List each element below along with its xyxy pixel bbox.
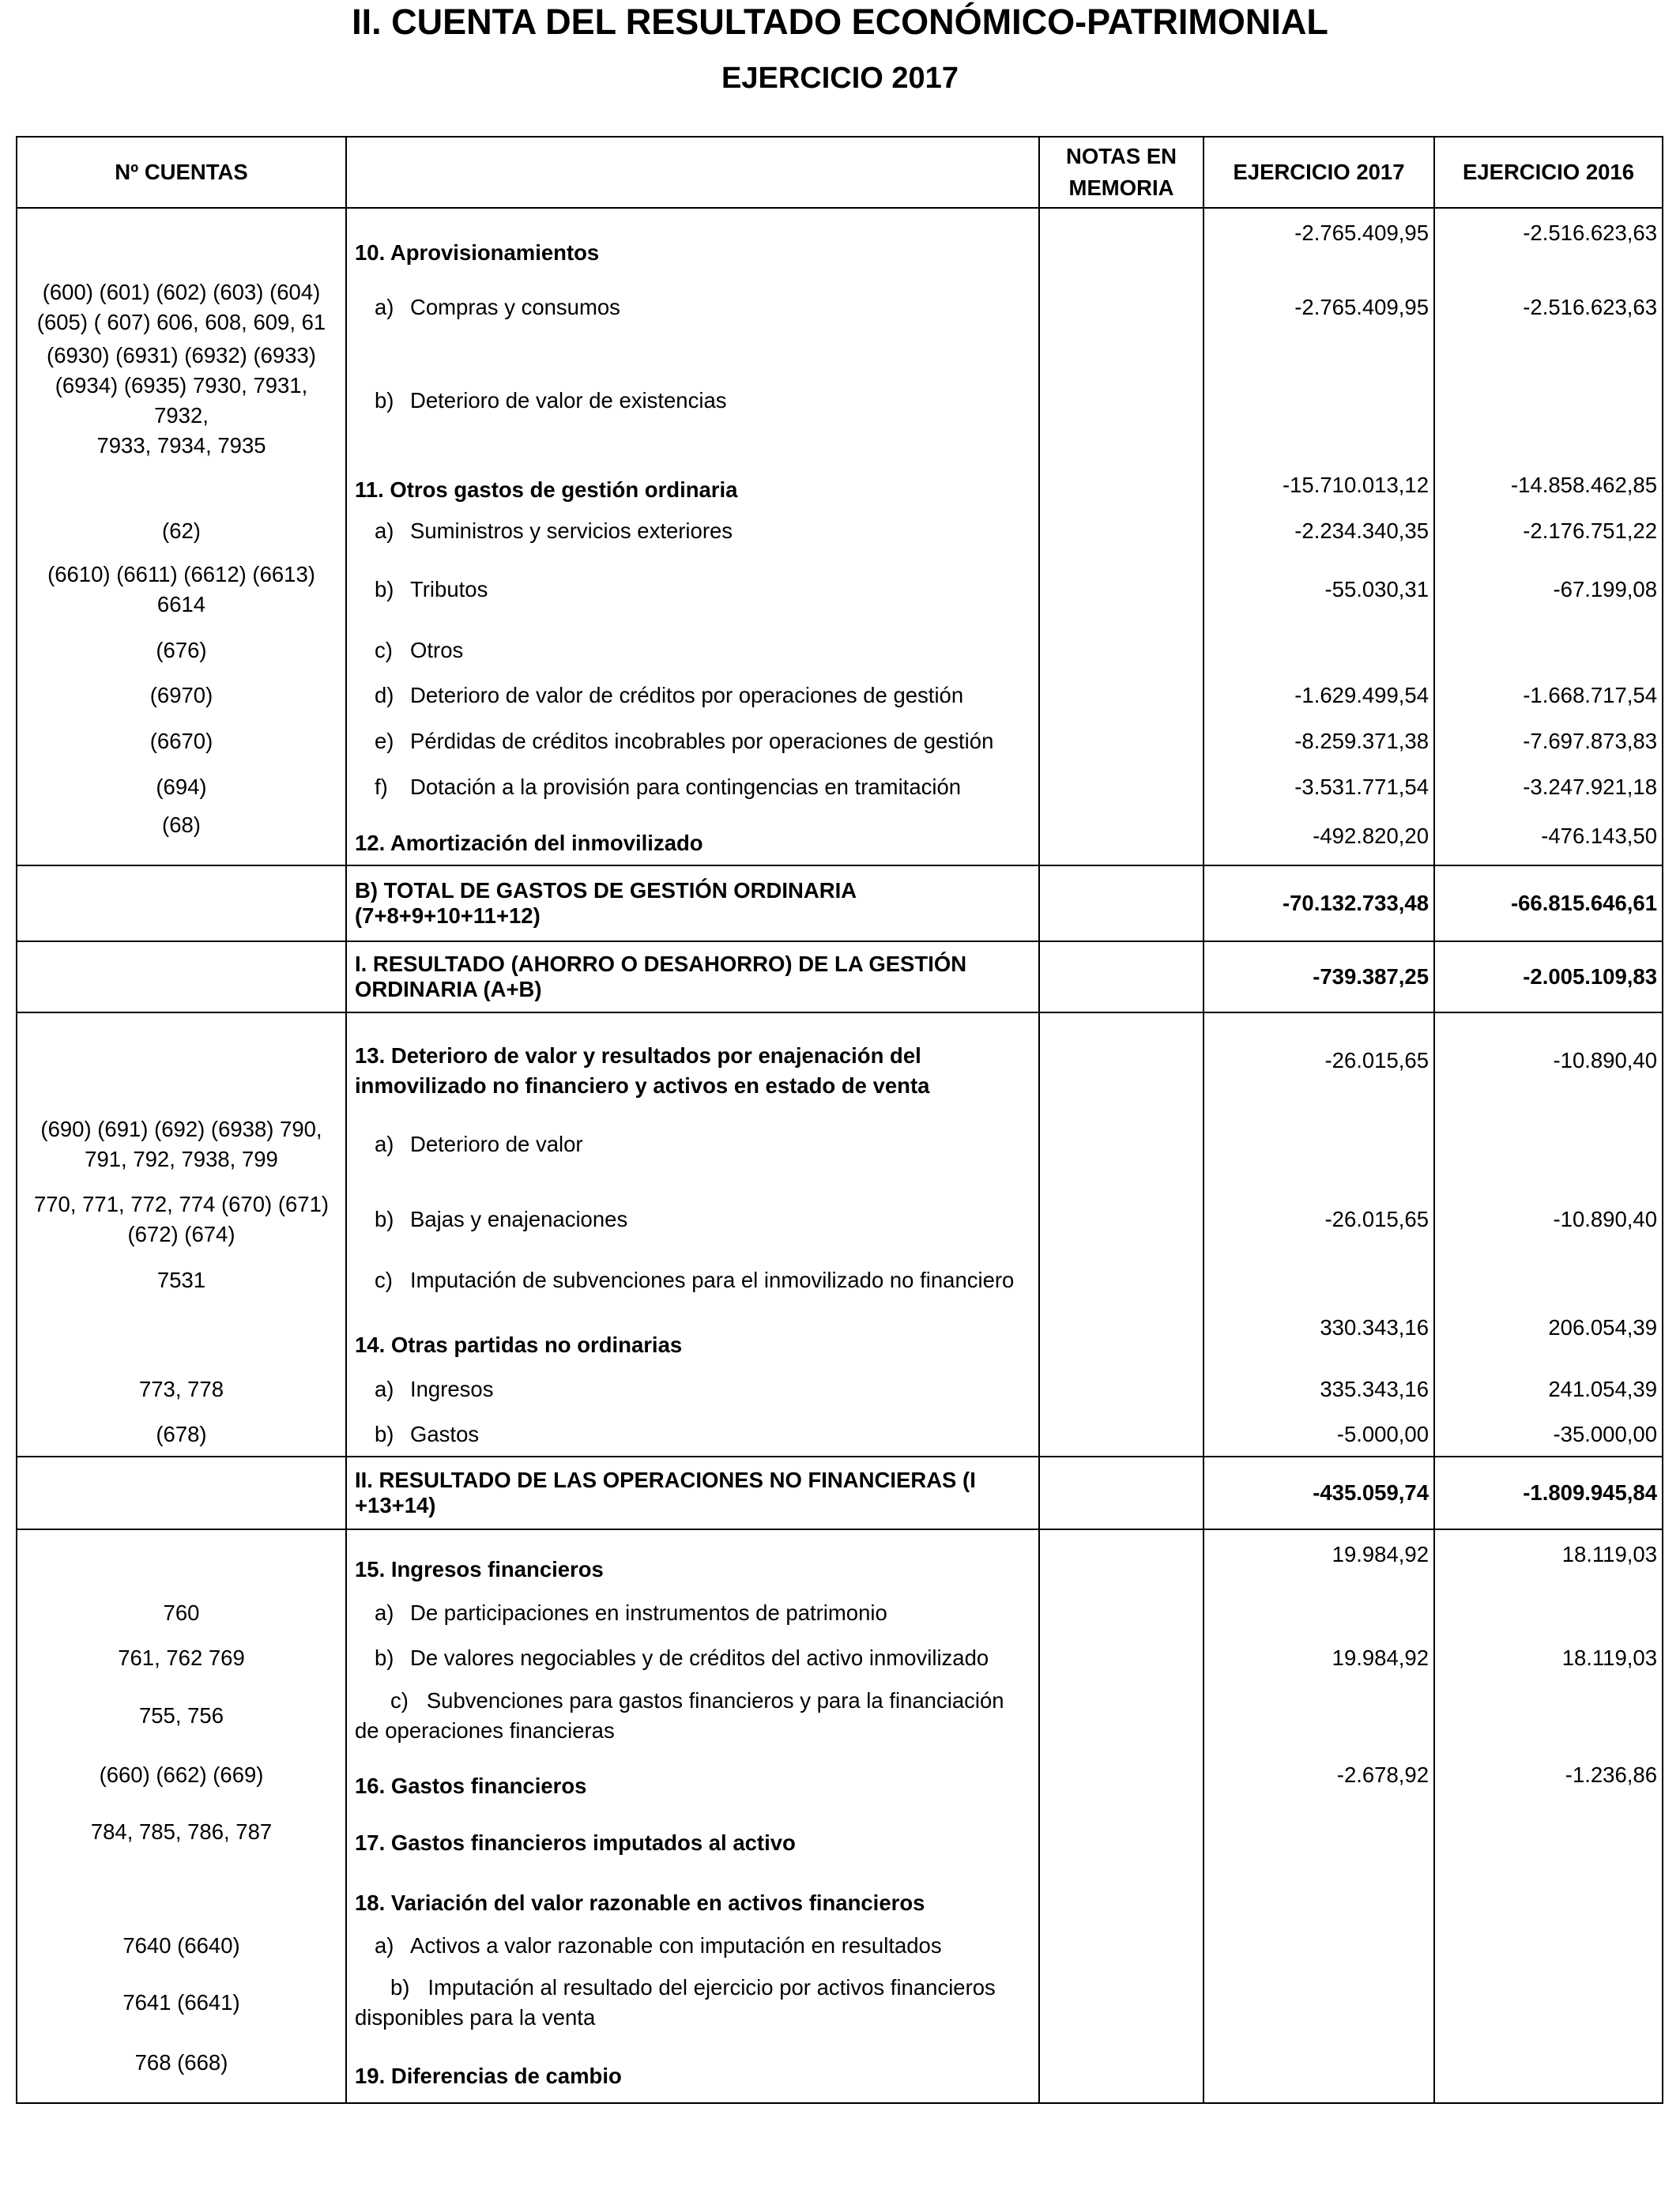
row-label: 13. Deterioro de valor y resultados por enajenación del inmovilizado no financiero y activos en estado de venta [346, 1012, 1039, 1107]
value-2017: -435.059,74 [1203, 1457, 1434, 1529]
value-2016: -2.516.623,63 [1434, 208, 1663, 274]
value-2016: -14.858.462,85 [1434, 461, 1663, 511]
account-codes: (676) [17, 628, 346, 673]
account-codes: 761, 762 769 [17, 1635, 346, 1681]
table-row [17, 718, 1663, 764]
table-row [17, 1967, 1663, 2038]
value-2016: -66.815.646,61 [1434, 865, 1663, 941]
account-codes: 784, 785, 786, 787 [17, 1808, 346, 1864]
table-row [17, 511, 1663, 551]
table-row [17, 1107, 1663, 1182]
account-codes: (6610) (6611) (6612) (6613) 6614 [17, 551, 346, 628]
table-row [17, 208, 1663, 274]
value-2017: -2.765.409,95 [1203, 274, 1434, 341]
value-2017: -2.765.409,95 [1203, 208, 1434, 274]
value-2016: 241.054,39 [1434, 1367, 1663, 1412]
total-row [17, 865, 1663, 941]
result-row [17, 941, 1663, 1012]
value-2016: -7.697.873,83 [1434, 718, 1663, 764]
account-codes: (6930) (6931) (6932) (6933) (6934) (6935) 7930, 7931, 7932, 7933, 7934, 7935 [17, 341, 346, 461]
row-label: d) Deterioro de valor de créditos por operaciones de gestión [346, 673, 1039, 718]
row-label: 11. Otros gastos de gestión ordinaria [346, 461, 1039, 511]
header-notes [1039, 137, 1203, 208]
row-label: 10. Aprovisionamientos [346, 208, 1039, 274]
value-2017: -3.531.771,54 [1203, 764, 1434, 810]
account-codes: 7531 [17, 1257, 346, 1303]
value-2017: -739.387,25 [1203, 941, 1434, 1012]
value-2017: -70.132.733,48 [1203, 865, 1434, 941]
table-row [17, 764, 1663, 810]
row-label: a) Suministros y servicios exteriores [346, 511, 1039, 551]
table-row [17, 1864, 1663, 1924]
table-row [17, 1924, 1663, 1967]
value-2016: -1.236,86 [1434, 1751, 1663, 1808]
value-2017: -15.710.013,12 [1203, 461, 1434, 511]
value-2016: 18.119,03 [1434, 1529, 1663, 1591]
table-row [17, 1751, 1663, 1808]
row-label: b) Gastos [346, 1412, 1039, 1457]
table-row [17, 551, 1663, 628]
table-row [17, 673, 1663, 718]
income-statement-table [16, 136, 1663, 2104]
value-2016: 18.119,03 [1434, 1635, 1663, 1681]
account-codes: 7641 (6641) [17, 1967, 346, 2038]
table-row [17, 1808, 1663, 1864]
value-2016: -67.199,08 [1434, 551, 1663, 628]
value-2016: -10.890,40 [1434, 1012, 1663, 1107]
header-notes-line2: MEMORIA [1068, 175, 1174, 200]
account-codes: (660) (662) (669) [17, 1751, 346, 1808]
value-2016: -3.247.921,18 [1434, 764, 1663, 810]
row-label: B) TOTAL DE GASTOS DE GESTIÓN ORDINARIA (7+8+9+10+11+12) [346, 865, 1039, 941]
account-codes: 755, 756 [17, 1681, 346, 1751]
row-label: II. RESULTADO DE LAS OPERACIONES NO FINANCIERAS (I +13+14) [346, 1457, 1039, 1529]
value-2016: -2.516.623,63 [1434, 274, 1663, 341]
table-header-row [17, 137, 1663, 208]
value-2017: -5.000,00 [1203, 1412, 1434, 1457]
row-label: a) Deterioro de valor [346, 1107, 1039, 1182]
account-codes: 760 [17, 1591, 346, 1635]
account-codes: 768 (668) [17, 2038, 346, 2103]
value-2017: -1.629.499,54 [1203, 673, 1434, 718]
row-label: b) De valores negociables y de créditos del activo inmovilizado [346, 1635, 1039, 1681]
table-row [17, 1591, 1663, 1635]
table-row [17, 1635, 1663, 1681]
table-row [17, 1367, 1663, 1412]
account-codes: 773, 778 [17, 1367, 346, 1412]
row-label: b) Bajas y enajenaciones [346, 1182, 1039, 1257]
account-codes: (600) (601) (602) (603) (604) (605) ( 607) 606, 608, 609, 61 [17, 274, 346, 341]
row-label: 17. Gastos financieros imputados al activo [346, 1808, 1039, 1864]
header-2016: EJERCICIO 2016 [1434, 137, 1663, 208]
row-label: b) Tributos [346, 551, 1039, 628]
table-row [17, 1303, 1663, 1367]
row-label: a) De participaciones en instrumentos de patrimonio [346, 1591, 1039, 1635]
table-row [17, 1529, 1663, 1591]
row-label: b) Deterioro de valor de existencias [346, 341, 1039, 461]
value-2017: 335.343,16 [1203, 1367, 1434, 1412]
value-2016: -35.000,00 [1434, 1412, 1663, 1457]
table-row [17, 628, 1663, 673]
account-codes: (690) (691) (692) (6938) 790, 791, 792, 7938, 799 [17, 1107, 346, 1182]
row-label: b) Imputación al resultado del ejercicio por activos financieros disponibles para la venta [346, 1967, 1039, 2038]
value-2016: -10.890,40 [1434, 1182, 1663, 1257]
header-2017: EJERCICIO 2017 [1203, 137, 1434, 208]
account-codes: (694) [17, 764, 346, 810]
table-row [17, 1182, 1663, 1257]
header-accounts: Nº CUENTAS [17, 137, 346, 208]
value-2017: -8.259.371,38 [1203, 718, 1434, 764]
table-row [17, 810, 1663, 865]
header-description [346, 137, 1039, 208]
value-2016: -476.143,50 [1434, 810, 1663, 865]
account-codes: (62) [17, 511, 346, 551]
value-2017: 19.984,92 [1203, 1529, 1434, 1591]
account-codes: (6670) [17, 718, 346, 764]
value-2016: -1.668.717,54 [1434, 673, 1663, 718]
value-2017: -55.030,31 [1203, 551, 1434, 628]
row-label: a) Compras y consumos [346, 274, 1039, 341]
value-2017: 19.984,92 [1203, 1635, 1434, 1681]
row-label: f) Dotación a la provisión para contingencias en tramitación [346, 764, 1039, 810]
row-label: 16. Gastos financieros [346, 1751, 1039, 1808]
result-row [17, 1457, 1663, 1529]
value-2017: -26.015,65 [1203, 1182, 1434, 1257]
header-notes-line1: NOTAS EN [1065, 144, 1177, 168]
account-codes: (68) [17, 810, 346, 865]
row-label: 19. Diferencias de cambio [346, 2038, 1039, 2103]
account-codes: 7640 (6640) [17, 1924, 346, 1967]
table-row [17, 1257, 1663, 1303]
table-row [17, 1412, 1663, 1457]
account-codes: 770, 771, 772, 774 (670) (671) (672) (674) [17, 1182, 346, 1257]
row-label: 12. Amortización del inmovilizado [346, 810, 1039, 865]
value-2016: 206.054,39 [1434, 1303, 1663, 1367]
account-codes: (6970) [17, 673, 346, 718]
row-label: a) Ingresos [346, 1367, 1039, 1412]
row-label: 14. Otras partidas no ordinarias [346, 1303, 1039, 1367]
table-row [17, 274, 1663, 341]
value-2016: -2.176.751,22 [1434, 511, 1663, 551]
value-2017: -492.820,20 [1203, 810, 1434, 865]
row-label: c) Otros [346, 628, 1039, 673]
value-2016: -1.809.945,84 [1434, 1457, 1663, 1529]
row-label: a) Activos a valor razonable con imputación en resultados [346, 1924, 1039, 1967]
page-subtitle: EJERCICIO 2017 [721, 62, 959, 95]
value-2017: 330.343,16 [1203, 1303, 1434, 1367]
value-2016: -2.005.109,83 [1434, 941, 1663, 1012]
row-label: e) Pérdidas de créditos incobrables por operaciones de gestión [346, 718, 1039, 764]
table-row [17, 461, 1663, 511]
value-2017: -2.678,92 [1203, 1751, 1434, 1808]
account-codes: (678) [17, 1412, 346, 1457]
table-row [17, 341, 1663, 461]
row-label: 15. Ingresos financieros [346, 1529, 1039, 1591]
row-label: 18. Variación del valor razonable en activos financieros [346, 1864, 1039, 1924]
row-label: c) Imputación de subvenciones para el inmovilizado no financiero [346, 1257, 1039, 1303]
table-row [17, 1012, 1663, 1107]
table-row [17, 2038, 1663, 2103]
value-2017: -2.234.340,35 [1203, 511, 1434, 551]
value-2017: -26.015,65 [1203, 1012, 1434, 1107]
table-row [17, 1681, 1663, 1751]
row-label: c) Subvenciones para gastos financieros y para la financiación de operaciones financieras [346, 1681, 1039, 1751]
page-title: II. CUENTA DEL RESULTADO ECONÓMICO-PATRIMONIAL [352, 2, 1328, 42]
row-label: I. RESULTADO (AHORRO O DESAHORRO) DE LA GESTIÓN ORDINARIA (A+B) [346, 941, 1039, 1012]
